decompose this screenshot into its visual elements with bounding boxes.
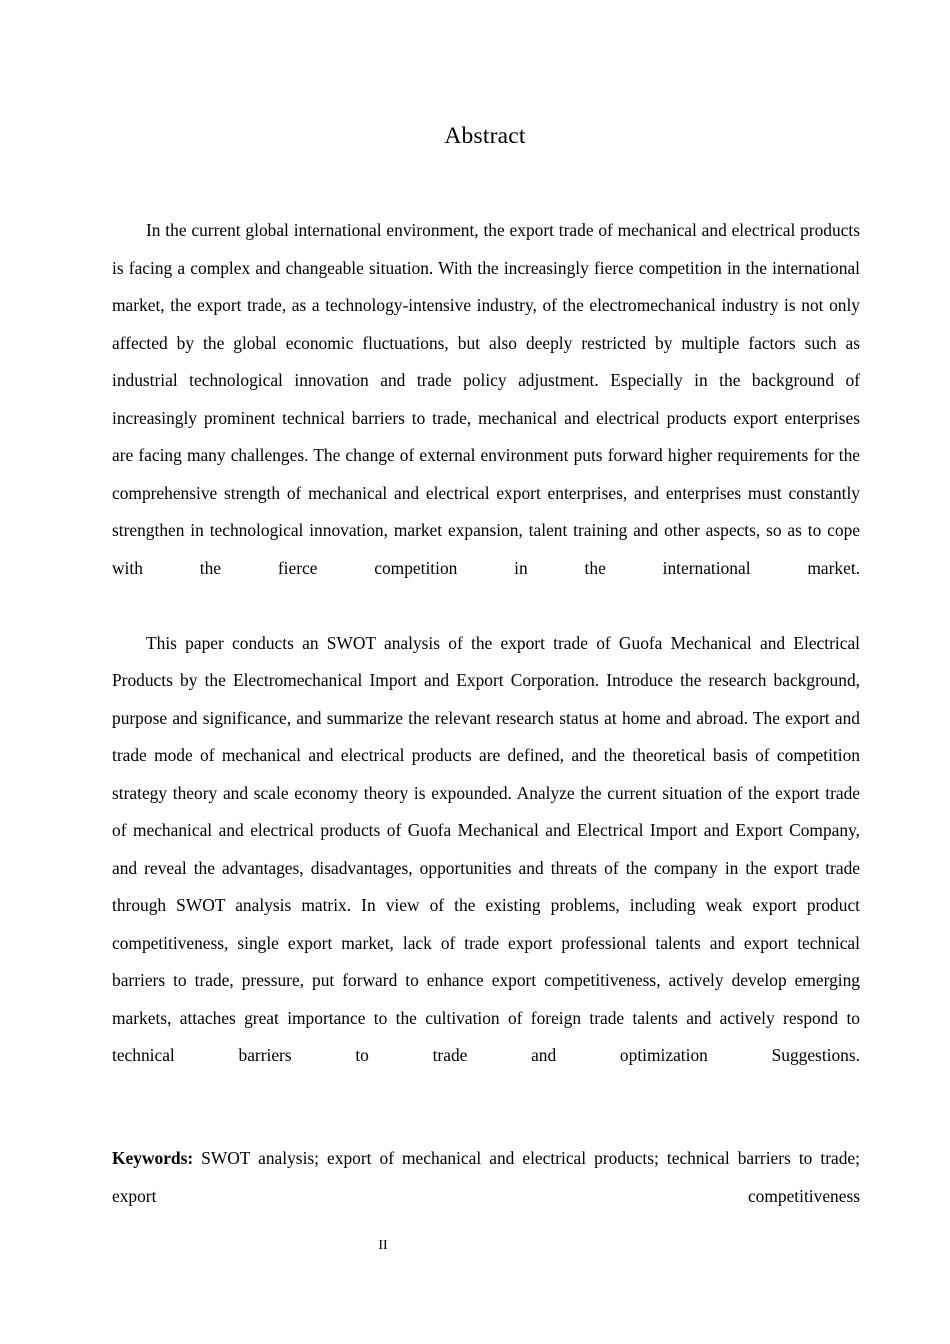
abstract-paragraph-1: In the current global international environment, the export trade of mechanical and electrical products is facing a complex and changeable situation. With the increasingly fierce competition in the international market, the export trade, as a technology-intensive industry, of the electromechanical industry is not only affected by the global economic fluctuations, but also deeply restricted by multiple factors such as industrial technological innovation and trade policy adjustment. Especially in the background of increasingly prominent technical barriers to trade, mechanical and electrical products export enterprises are facing many challenges. The change of external environment puts forward higher requirements for the comprehensive strength of mechanical and electrical export enterprises, and enterprises must constantly strengthen in technological innovation, market expansion, talent training and other aspects, so as to cope with the fierce competition in the international market.: [112, 220, 860, 578]
keywords-label: Keywords:: [112, 1148, 194, 1168]
abstract-body: [112, 212, 860, 1112]
abstract-paragraph-2: This paper conducts an SWOT analysis of the export trade of Guofa Mechanical and Electrical Products by the Electromechanical Import and Export Corporation. Introduce the research background, purpose and significance, and summarize the relevant research status at home and abroad. The export and trade mode of mechanical and electrical products are defined, and the theoretical basis of competition strategy theory and scale economy theory is expounded. Analyze the current situation of the export trade of mechanical and electrical products of Guofa Mechanical and Electrical Import and Export Company, and reveal the advantages, disadvantages, opportunities and threats of the company in the export trade through SWOT analysis matrix. In view of the existing problems, including weak export product competitiveness, single export market, lack of trade export professional talents and export technical barriers to trade, pressure, put forward to enhance export competitiveness, actively develop emerging markets, attaches great importance to the cultivation of foreign trade talents and actively respond to technical barriers to trade and optimization Suggestions.: [112, 632, 860, 1065]
page-number: II: [378, 1238, 388, 1253]
keywords-value: SWOT analysis; export of mechanical and electrical products; technical barriers to trade; export competitiveness: [112, 1148, 860, 1206]
page-title: Abstract: [444, 123, 526, 149]
